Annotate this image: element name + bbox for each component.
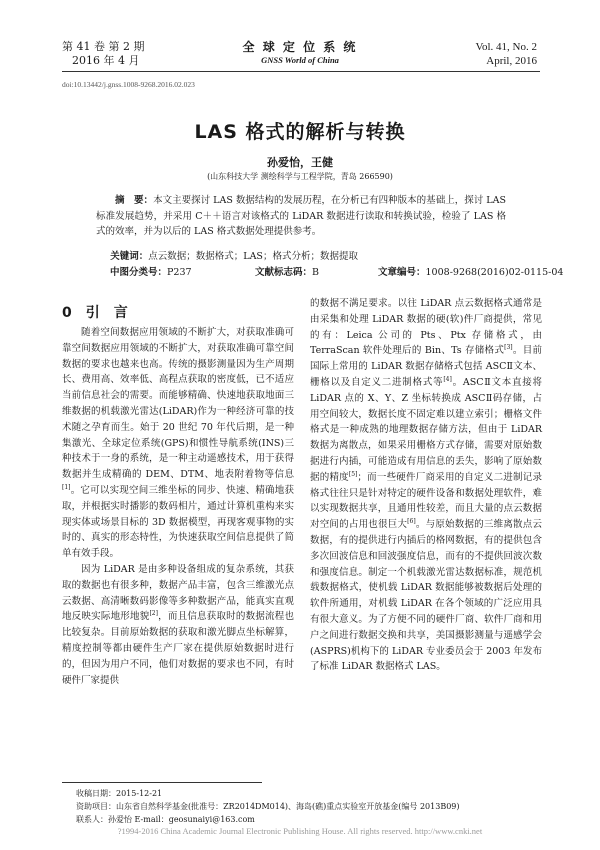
abstract xyxy=(96,193,506,240)
clc-number xyxy=(110,265,192,280)
clc-label: 中图分类号： xyxy=(110,267,168,278)
funding xyxy=(76,800,460,813)
abstract-paragraph xyxy=(96,193,506,240)
received-label: 收稿日期： xyxy=(76,789,116,798)
header-rule xyxy=(62,71,540,72)
copyright: ?1994-2016 China Academic Journal Electronic Publishing House. All rights reserved. http://www.cnki.net xyxy=(117,826,483,836)
citation: [5] xyxy=(348,470,358,478)
text-run: 。与原始数据的三维离散点云数据，有的提供进行内插后的格网数据，有的提供包含多次回波信息和回波强度信息，而有的不提供回波次数和强度信息。制定一个机载激光雷达数据标准，规范机载数据格式，使机载 LiDAR 数据能够被数据后处理的软件所通用，对机载 LiDAR 在各个领域的广泛应用具有很大意义。为了方便不同的硬件厂商、软件厂商和用户之间进行数据交换和共享，美国摄影测量与遥感学会(ASPRS)机构下的 LiDAR 专业委员会于 2003 年发布了标准 LiDAR 数据格式 LAS。 xyxy=(310,519,542,673)
keywords-label: 关键词： xyxy=(110,251,149,262)
keywords xyxy=(96,249,516,264)
abstract-label: 摘 要： xyxy=(115,195,154,206)
section-number: 0 xyxy=(62,305,72,321)
footnotes xyxy=(76,787,460,826)
section-heading xyxy=(62,302,142,322)
text-run: 。ASCⅡ文本直接将 LiDAR 点的 X、Y、Z 坐标转换成 ASCⅡ码存储，占用空间较大，数据长度不固定难以建立索引；栅格文件格式是一种成熟的地理数据存储方法，但由于 LiDAR 数据为离散点，如果采用栅格方式存储，需要对原始数据进行内插，可能造成有用信息的丢失，影响了原始数据的精度 xyxy=(310,376,542,483)
contact xyxy=(76,813,460,826)
affiliation: (山东科技大学 测绘科学与工程学院，青岛 266590) xyxy=(207,172,393,181)
received-value: 2015-12-21 xyxy=(116,789,163,798)
clc-value: P237 xyxy=(167,267,192,278)
contact-label: 联系人： xyxy=(76,815,108,824)
text-run: ，而且信息获取时的数据流程也比较复杂。目前原始数据的获取和激光脚点坐标解算，精度控制等都由硬件生产厂家在提供原始数据时进行的，但因为用户不同，他们对数据的要求也不同，有时硬件厂家提供 xyxy=(62,611,294,686)
paragraph xyxy=(62,562,294,688)
paragraph xyxy=(62,325,294,562)
issue-date-en: April, 2016 xyxy=(486,55,537,67)
text-run: 的数据不满足要求。以往 LiDAR 点云数据格式通常是由采集和处理 LiDAR 数据的硬(软)件厂商提供，常见的有：Leica 公司的 Pts、Ptx 存储格式，由 TerraScan 软件处理后的 Bin、Ts 存储格式 xyxy=(310,298,542,357)
left-column xyxy=(62,325,294,688)
journal-name-en: GNSS World of China xyxy=(261,55,339,65)
received-date xyxy=(76,787,460,800)
paper-title: LAS 格式的解析与转换 xyxy=(194,121,406,143)
funding-label: 资助项目： xyxy=(76,802,116,811)
text-run: ；而一些硬件厂商采用的自定义二进制记录格式往往只是针对特定的硬件设备和数据处理软件，难以实现数据共享，且通用性较差，而且大量的点云数据对空间的占用也很巨大 xyxy=(310,471,542,531)
volume-issue-en: Vol. 41, No. 2 xyxy=(475,41,537,53)
authors: 孙爱怡，王健 xyxy=(267,156,333,169)
volume-issue: 第 41 卷 第 2 期 xyxy=(62,40,145,53)
doc-label: 文献标志码： xyxy=(255,267,313,278)
section-title: 引言 xyxy=(85,305,142,321)
funding-value: 山东省自然科学基金(批准号：ZR2014DM014)、海岛(礁)重点实验室开放基金(编号 2013B09) xyxy=(116,802,460,811)
text-run: 。它可以实现空间三维坐标的同步、快速、精确地获取，并根据实时播影的数码相片，通过计算机重构来实现实体或场景目标的 3D 数据模型，再现客观事物的实时的、真实的形态特性，为快速获取空间信息提供了简单有效手段。 xyxy=(62,484,294,560)
text-run: 因为 LiDAR 是由多种设备组成的复杂系统，其获取的数据也有很多种，数据产品丰富，包含三维激光点云数据、高清晰数码影像等多种数据产品，能真实直观地反映实际地形地貌 xyxy=(62,563,294,623)
issue-date: 2016 年 4 月 xyxy=(72,54,140,67)
document-code xyxy=(255,265,319,280)
citation: [2] xyxy=(149,610,158,618)
keywords-text: 点云数据；数据格式；LAS；格式分析；数据提取 xyxy=(148,251,358,262)
text-run: 随着空间数据应用领域的不断扩大，对获取准确可靠空间数据应用领域的不断扩大，对获取准确可靠空间数据的要求也越来也高。传统的摄影测量因为生产周期长、费用高、效率低、高程点获取的密度低，已不适应当前信息社会的需要。而能够精确、快速地获取地面三维数据的机载激光雷达(LiDAR)作为一种经济可靠的技术随之孕育而生。始于 20 世纪 70 年代后期，是一种集激光、全球定位系统(GPS)和惯性导航系统(INS)三种技术于一身的系统，是一种主动遥感技术，用于获得数据并生成精确的 DEM、DTM、地表附着物等信息 xyxy=(62,327,294,481)
art-label: 文章编号： xyxy=(378,267,426,278)
article-number xyxy=(378,265,563,280)
abstract-text: 本文主要探讨 LAS 数据结构的发展历程，在分析已有四种版本的基础上，探讨 LAS 标准发展趋势，并采用 C＋＋语言对该格式的 LiDAR 数据进行读取和转换试验，检验了 LAS 格式的效率，并为以后的 LAS 格式数据处理提供参考。 xyxy=(96,195,506,237)
paragraph xyxy=(310,296,542,675)
right-column xyxy=(310,296,542,675)
citation: [1] xyxy=(62,483,71,491)
journal-issue-info-en xyxy=(475,40,537,68)
contact-value: 孙爱怡 E-mail：geosunaiyi@163.com xyxy=(108,815,255,824)
doi: doi:10.13442/j.gnss.1008-9268.2016.02.023 xyxy=(62,80,195,89)
citation: [4] xyxy=(443,375,452,383)
doc-value: B xyxy=(312,267,319,278)
text-run: 。目前国际上常用的 LiDAR 数据存储格式包括 ASCⅡ文本、栅格以及自定义二进制格式等 xyxy=(310,345,542,388)
citation: [3] xyxy=(504,344,513,352)
citation: [6] xyxy=(407,518,416,525)
footnote-rule xyxy=(62,782,262,783)
art-value: 1008-9268(2016)02-0115-04 xyxy=(425,267,564,278)
journal-name-cn: 全 球 定 位 系 统 xyxy=(242,40,358,54)
